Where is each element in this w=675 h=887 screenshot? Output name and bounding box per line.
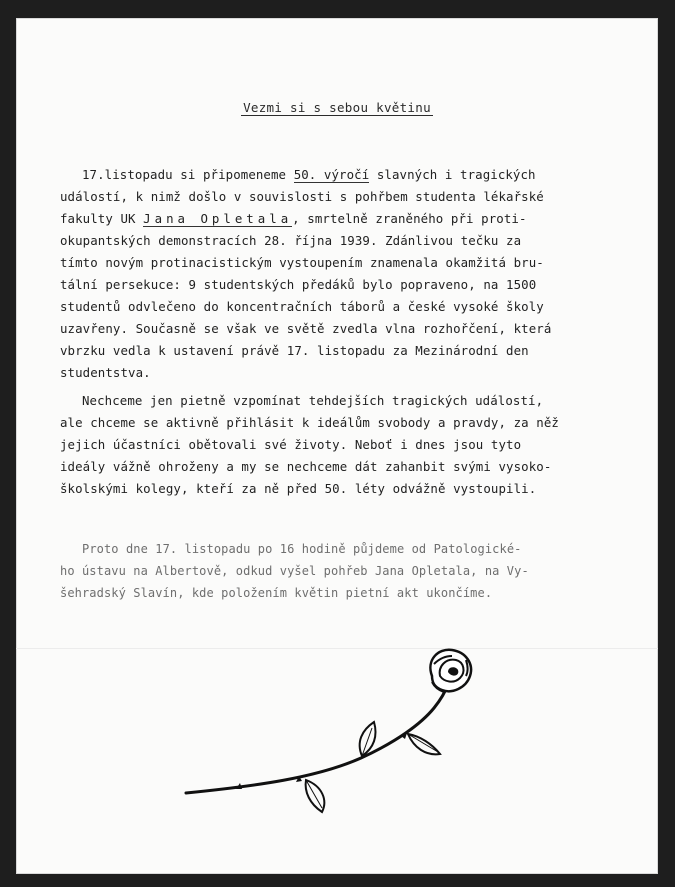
text-line: ho ústavu na Albertově, odkud vyšel pohřeb Jana Opletala, na Vy- xyxy=(60,564,529,578)
text-line: 17.listopadu si připomeneme 50. výročí slavných i tragických xyxy=(82,167,536,182)
text-line: ideály vážně ohroženy a my se nechceme dát zahanbit svými vysoko- xyxy=(60,459,552,474)
text-line: Proto dne 17. listopadu po 16 hodině půjdeme od Patologické- xyxy=(82,542,522,556)
text-line: fakulty UK Jana Opletala, smrtelně zraněného při proti- xyxy=(60,211,527,226)
text-line: studentů odvlečeno do koncentračních táborů a české vysoké školy xyxy=(60,299,544,314)
text-line: šehradský Slavín, kde položením květin pietní akt ukončíme. xyxy=(60,586,493,600)
document-title: Vezmi si s sebou květinu xyxy=(243,100,431,115)
underlined-name: Jana Opletala xyxy=(143,211,293,226)
text-line: Nechceme jen pietně vzpomínat tehdejších tragických událostí, xyxy=(82,393,544,408)
rose-drawing-icon xyxy=(176,646,496,816)
text-line: studentstva. xyxy=(60,365,151,380)
text-line: událostí, k nimž došlo v souvislosti s pohřbem studenta lékařské xyxy=(60,189,544,204)
text-line: tímto novým protinacistickým vystoupením znamenala okamžitá bru- xyxy=(60,255,544,270)
paragraph-history xyxy=(60,164,630,384)
paragraph-march-route xyxy=(60,538,630,604)
text-line: vbrzku vedla k ustavení právě 17. listopadu za Mezinárodní den xyxy=(60,343,529,358)
underlined-anniversary: 50. výročí xyxy=(293,167,370,182)
text-line: školskými kolegy, kteří za ně před 50. léty odvážně vystoupili. xyxy=(60,481,537,496)
text-line: tální persekuce: 9 studentských předáků bylo popraveno, na 1500 xyxy=(60,277,537,292)
text-line: jejich účastníci obětovali své životy. Neboť i dnes jsou tyto xyxy=(60,437,522,452)
text-line: uzavřeny. Současně se však ve světě zvedla vlna rozhořčení, která xyxy=(60,321,552,336)
text-line: okupantských demonstracích 28. října 1939. Zdánlivou tečku za xyxy=(60,233,522,248)
paragraph-appeal xyxy=(60,390,630,500)
text-line: ale chceme se aktivně přihlásit k ideálům svobody a pravdy, za něž xyxy=(60,415,559,430)
document-page xyxy=(16,18,658,874)
